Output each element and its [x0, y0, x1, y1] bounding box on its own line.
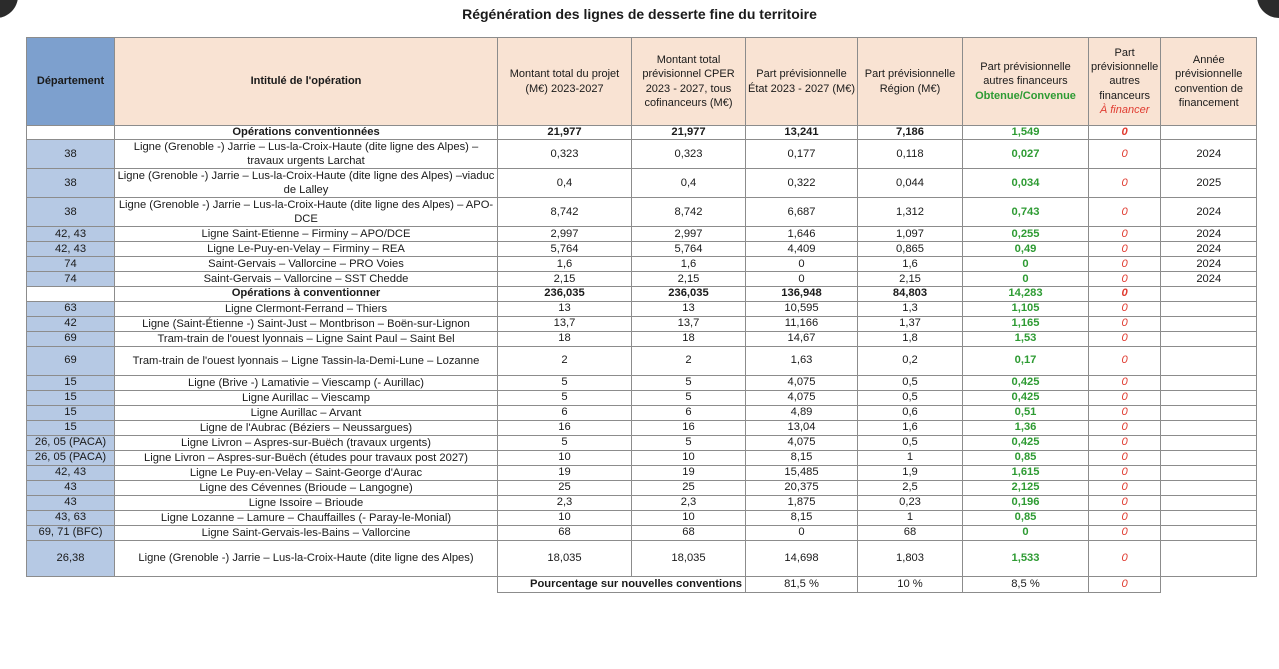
footer-etat-pct: 81,5 %: [746, 576, 858, 592]
group-total-part-autres-obtenue: 14,283: [963, 287, 1089, 301]
part-autres-financer-cell: 0: [1089, 316, 1161, 331]
part-region-cell: 1: [858, 510, 963, 525]
table-row: [27, 346, 1257, 375]
group-total-part-etat: 136,948: [746, 287, 858, 301]
part-region-cell: 1,37: [858, 316, 963, 331]
operation-name: Ligne (Grenoble -) Jarrie – Lus-la-Croix-Haute (dite ligne des Alpes) – APO-DCE: [115, 198, 498, 227]
part-autres-obtenue-cell: 1,53: [963, 331, 1089, 346]
part-autres-obtenue-cell: 0,743: [963, 198, 1089, 227]
table-row: [27, 540, 1257, 576]
table-row: [27, 510, 1257, 525]
montant-cper-cell: 2,3: [632, 495, 746, 510]
part-autres-financer-cell: 0: [1089, 331, 1161, 346]
annee-cell: 2024: [1161, 242, 1257, 257]
montant-cper-cell: 5: [632, 435, 746, 450]
part-autres-financer-cell: 0: [1089, 272, 1161, 287]
part-autres-obtenue-cell: 0,255: [963, 227, 1089, 242]
part-etat-cell: 0: [746, 257, 858, 272]
group-label: Opérations à conventionner: [115, 287, 498, 301]
group-total-part-autres-obtenue: 1,549: [963, 126, 1089, 140]
dept-cell: 26, 05 (PACA): [27, 435, 115, 450]
annee-cell: [1161, 390, 1257, 405]
table-row: [27, 227, 1257, 242]
header-a-financer: À financer: [1099, 103, 1150, 116]
montant-total-cell: 2,3: [498, 495, 632, 510]
annee-cell: [1161, 495, 1257, 510]
part-autres-financer-cell: 0: [1089, 480, 1161, 495]
part-autres-obtenue-cell: 0,034: [963, 169, 1089, 198]
group-total-part-region: 84,803: [858, 287, 963, 301]
part-region-cell: 0,2: [858, 346, 963, 375]
montant-cper-cell: 8,742: [632, 198, 746, 227]
montant-total-cell: 0,323: [498, 140, 632, 169]
operation-name: Ligne (Brive -) Lamativie – Viescamp (- Aurillac): [115, 375, 498, 390]
annee-cell: 2024: [1161, 198, 1257, 227]
group-total-part-region: 7,186: [858, 126, 963, 140]
part-autres-obtenue-cell: 0,425: [963, 435, 1089, 450]
operation-name: Ligne des Cévennes (Brioude – Langogne): [115, 480, 498, 495]
header-part-etat: Part prévisionnelle État 2023 - 2027 (M€): [746, 38, 858, 126]
montant-total-cell: 13,7: [498, 316, 632, 331]
part-region-cell: 1,097: [858, 227, 963, 242]
part-autres-financer-cell: 0: [1089, 450, 1161, 465]
montant-total-cell: 5: [498, 435, 632, 450]
part-etat-cell: 0,177: [746, 140, 858, 169]
montant-cper-cell: 2,15: [632, 272, 746, 287]
table-row: [27, 450, 1257, 465]
montant-total-cell: 0,4: [498, 169, 632, 198]
dept-cell: 43, 63: [27, 510, 115, 525]
part-etat-cell: 8,15: [746, 450, 858, 465]
dept-cell: 42, 43: [27, 242, 115, 257]
dept-cell: 63: [27, 301, 115, 316]
part-autres-obtenue-cell: 1,165: [963, 316, 1089, 331]
annee-cell: [1161, 510, 1257, 525]
part-autres-financer-cell: 0: [1089, 140, 1161, 169]
part-etat-cell: 13,04: [746, 420, 858, 435]
operation-name: Ligne (Grenoble -) Jarrie – Lus-la-Croix-Haute (dite ligne des Alpes) – travaux urgents Larchat: [115, 140, 498, 169]
header-montant-total: Montant total du projet (M€) 2023-2027: [498, 38, 632, 126]
footer-autres-obtenue-pct: 8,5 %: [963, 576, 1089, 592]
dept-cell: 15: [27, 390, 115, 405]
page-title: Régénération des lignes de desserte fine du territoire: [462, 6, 817, 22]
part-autres-obtenue-cell: 0,17: [963, 346, 1089, 375]
part-autres-obtenue-cell: 0,85: [963, 510, 1089, 525]
montant-cper-cell: 5: [632, 390, 746, 405]
part-etat-cell: 11,166: [746, 316, 858, 331]
part-autres-financer-cell: 0: [1089, 525, 1161, 540]
dept-cell: 42, 43: [27, 465, 115, 480]
table-row: [27, 420, 1257, 435]
financing-table: [26, 37, 1257, 593]
table-row: [27, 405, 1257, 420]
header-part-autres-obtenue-label: Part prévisionnelle autres financeurs: [980, 61, 1071, 88]
table-row: [27, 169, 1257, 198]
montant-total-cell: 25: [498, 480, 632, 495]
operation-name: Ligne (Grenoble -) Jarrie – Lus-la-Croix-Haute (dite ligne des Alpes) –viaduc de Lalley: [115, 169, 498, 198]
part-autres-obtenue-cell: 0,196: [963, 495, 1089, 510]
montant-cper-cell: 1,6: [632, 257, 746, 272]
part-region-cell: 1,8: [858, 331, 963, 346]
table-row: [27, 316, 1257, 331]
annee-cell: [1161, 316, 1257, 331]
footer-label: Pourcentage sur nouvelles conventions: [498, 576, 746, 592]
part-etat-cell: 1,646: [746, 227, 858, 242]
montant-total-cell: 13: [498, 301, 632, 316]
footer-row: [27, 576, 1257, 592]
table-row: [27, 390, 1257, 405]
part-region-cell: 1,9: [858, 465, 963, 480]
table-row: [27, 375, 1257, 390]
part-region-cell: 1: [858, 450, 963, 465]
part-etat-cell: 1,63: [746, 346, 858, 375]
footer-empty: [1161, 576, 1257, 592]
part-etat-cell: 6,687: [746, 198, 858, 227]
dept-cell: 74: [27, 272, 115, 287]
part-autres-financer-cell: 0: [1089, 405, 1161, 420]
part-autres-obtenue-cell: 0,425: [963, 390, 1089, 405]
operation-name: Ligne Le Puy-en-Velay – Saint-George d'Aurac: [115, 465, 498, 480]
group-total-part-autres-financer: 0: [1089, 287, 1161, 301]
group-row: [27, 287, 1257, 301]
part-region-cell: 0,6: [858, 405, 963, 420]
part-etat-cell: 4,075: [746, 390, 858, 405]
table-row: [27, 140, 1257, 169]
header-annee: Année prévisionnelle convention de financement: [1161, 38, 1257, 126]
operation-name: Ligne Aurillac – Viescamp: [115, 390, 498, 405]
montant-cper-cell: 19: [632, 465, 746, 480]
part-etat-cell: 0: [746, 272, 858, 287]
group-total-montant-total: 236,035: [498, 287, 632, 301]
dept-cell: 43: [27, 495, 115, 510]
dept-cell: 43: [27, 480, 115, 495]
annee-cell: [1161, 331, 1257, 346]
montant-total-cell: 2,997: [498, 227, 632, 242]
annee-cell: [1161, 375, 1257, 390]
part-autres-financer-cell: 0: [1089, 227, 1161, 242]
table-row: [27, 465, 1257, 480]
part-autres-obtenue-cell: 0,85: [963, 450, 1089, 465]
part-autres-financer-cell: 0: [1089, 375, 1161, 390]
annee-cell: 2024: [1161, 227, 1257, 242]
table-row: [27, 257, 1257, 272]
part-etat-cell: 1,875: [746, 495, 858, 510]
table-body: [27, 126, 1257, 593]
annee-cell: 2025: [1161, 169, 1257, 198]
part-etat-cell: 0,322: [746, 169, 858, 198]
group-total-montant-total: 21,977: [498, 126, 632, 140]
table-row: [27, 242, 1257, 257]
montant-cper-cell: 68: [632, 525, 746, 540]
part-autres-obtenue-cell: 0,49: [963, 242, 1089, 257]
annee-cell: [1161, 465, 1257, 480]
annee-cell: 2024: [1161, 257, 1257, 272]
montant-total-cell: 18,035: [498, 540, 632, 576]
part-region-cell: 0,5: [858, 435, 963, 450]
part-etat-cell: 14,698: [746, 540, 858, 576]
dept-cell: 38: [27, 198, 115, 227]
dept-cell: 69, 71 (BFC): [27, 525, 115, 540]
group-label: Opérations conventionnées: [115, 126, 498, 140]
annee-cell: [1161, 420, 1257, 435]
part-autres-obtenue-cell: 0,027: [963, 140, 1089, 169]
part-region-cell: 0,23: [858, 495, 963, 510]
montant-total-cell: 1,6: [498, 257, 632, 272]
group-total-part-autres-financer: 0: [1089, 126, 1161, 140]
footer-autres-financer: 0: [1089, 576, 1161, 592]
montant-total-cell: 8,742: [498, 198, 632, 227]
part-autres-financer-cell: 0: [1089, 257, 1161, 272]
dept-cell: 42: [27, 316, 115, 331]
part-autres-financer-cell: 0: [1089, 169, 1161, 198]
montant-total-cell: 18: [498, 331, 632, 346]
header-part-autres-financer: [1089, 38, 1161, 126]
part-region-cell: 1,3: [858, 301, 963, 316]
part-autres-financer-cell: 0: [1089, 435, 1161, 450]
part-autres-financer-cell: 0: [1089, 495, 1161, 510]
operation-name: Saint-Gervais – Vallorcine – PRO Voies: [115, 257, 498, 272]
part-region-cell: 2,15: [858, 272, 963, 287]
montant-cper-cell: 13,7: [632, 316, 746, 331]
part-autres-obtenue-cell: 1,615: [963, 465, 1089, 480]
header-montant-cper: Montant total prévisionnel CPER 2023 - 2027, tous cofinanceurs (M€): [632, 38, 746, 126]
dept-cell: 15: [27, 375, 115, 390]
part-region-cell: 1,6: [858, 420, 963, 435]
montant-cper-cell: 18,035: [632, 540, 746, 576]
part-region-cell: 0,044: [858, 169, 963, 198]
annee-cell: [1161, 435, 1257, 450]
part-autres-financer-cell: 0: [1089, 510, 1161, 525]
operation-name: Ligne Livron – Aspres-sur-Buëch (travaux urgents): [115, 435, 498, 450]
montant-cper-cell: 0,323: [632, 140, 746, 169]
footer-region-pct: 10 %: [858, 576, 963, 592]
montant-cper-cell: 18: [632, 331, 746, 346]
group-total-part-etat: 13,241: [746, 126, 858, 140]
operation-name: Ligne Livron – Aspres-sur-Buëch (études pour travaux post 2027): [115, 450, 498, 465]
dept-cell: 15: [27, 420, 115, 435]
part-region-cell: 2,5: [858, 480, 963, 495]
montant-cper-cell: 10: [632, 450, 746, 465]
part-etat-cell: 14,67: [746, 331, 858, 346]
part-etat-cell: 15,485: [746, 465, 858, 480]
montant-total-cell: 2: [498, 346, 632, 375]
dept-cell: 69: [27, 346, 115, 375]
annee-cell: [1161, 405, 1257, 420]
montant-total-cell: 16: [498, 420, 632, 435]
annee-cell: 2024: [1161, 140, 1257, 169]
montant-cper-cell: 2: [632, 346, 746, 375]
dept-cell: 74: [27, 257, 115, 272]
montant-cper-cell: 16: [632, 420, 746, 435]
part-autres-financer-cell: 0: [1089, 540, 1161, 576]
dept-cell: 26, 05 (PACA): [27, 450, 115, 465]
dept-cell: 69: [27, 331, 115, 346]
part-region-cell: 0,5: [858, 390, 963, 405]
part-autres-financer-cell: 0: [1089, 390, 1161, 405]
table-row: [27, 495, 1257, 510]
header-part-autres-obtenue: [963, 38, 1089, 126]
montant-cper-cell: 25: [632, 480, 746, 495]
operation-name: Ligne Lozanne – Lamure – Chauffailles (- Paray-le-Monial): [115, 510, 498, 525]
dept-cell: 38: [27, 169, 115, 198]
operation-name: Ligne Saint-Etienne – Firminy – APO/DCE: [115, 227, 498, 242]
montant-total-cell: 10: [498, 450, 632, 465]
table-row: [27, 480, 1257, 495]
montant-total-cell: 68: [498, 525, 632, 540]
part-autres-financer-cell: 0: [1089, 420, 1161, 435]
operation-name: Ligne (Saint-Étienne -) Saint-Just – Montbrison – Boën-sur-Lignon: [115, 316, 498, 331]
montant-cper-cell: 13: [632, 301, 746, 316]
annee-cell: [1161, 301, 1257, 316]
part-autres-financer-cell: 0: [1089, 242, 1161, 257]
annee-cell: [1161, 346, 1257, 375]
part-autres-obtenue-cell: 0: [963, 525, 1089, 540]
part-autres-financer-cell: 0: [1089, 346, 1161, 375]
montant-cper-cell: 10: [632, 510, 746, 525]
operation-name: Tram-train de l'ouest lyonnais – Ligne Saint Paul – Saint Bel: [115, 331, 498, 346]
annee-cell: [1161, 540, 1257, 576]
part-etat-cell: 0: [746, 525, 858, 540]
annee-cell: [1161, 480, 1257, 495]
header-row: [27, 38, 1257, 126]
montant-total-cell: 10: [498, 510, 632, 525]
montant-cper-cell: 0,4: [632, 169, 746, 198]
part-autres-financer-cell: 0: [1089, 465, 1161, 480]
part-autres-obtenue-cell: 2,125: [963, 480, 1089, 495]
operation-name: Tram-train de l'ouest lyonnais – Ligne Tassin-la-Demi-Lune – Lozanne: [115, 346, 498, 375]
part-autres-financer-cell: 0: [1089, 198, 1161, 227]
group-dept-cell: [27, 287, 115, 301]
table-row: [27, 435, 1257, 450]
operation-name: Ligne de l'Aubrac (Béziers – Neussargues): [115, 420, 498, 435]
part-etat-cell: 4,075: [746, 375, 858, 390]
group-total-annee: [1161, 126, 1257, 140]
part-region-cell: 0,865: [858, 242, 963, 257]
montant-cper-cell: 6: [632, 405, 746, 420]
montant-cper-cell: 5: [632, 375, 746, 390]
part-autres-obtenue-cell: 0: [963, 257, 1089, 272]
montant-total-cell: 5,764: [498, 242, 632, 257]
part-region-cell: 1,803: [858, 540, 963, 576]
part-etat-cell: 4,89: [746, 405, 858, 420]
header-part-region: Part prévisionnelle Région (M€): [858, 38, 963, 126]
montant-total-cell: 5: [498, 390, 632, 405]
part-region-cell: 0,5: [858, 375, 963, 390]
dept-cell: 42, 43: [27, 227, 115, 242]
dept-cell: 26,38: [27, 540, 115, 576]
part-region-cell: 68: [858, 525, 963, 540]
part-etat-cell: 20,375: [746, 480, 858, 495]
montant-cper-cell: 2,997: [632, 227, 746, 242]
montant-total-cell: 5: [498, 375, 632, 390]
header-intitule: Intitulé de l'opération: [115, 38, 498, 126]
part-region-cell: 0,118: [858, 140, 963, 169]
group-total-montant-cper: 21,977: [632, 126, 746, 140]
operation-name: Ligne Saint-Gervais-les-Bains – Vallorcine: [115, 525, 498, 540]
annee-cell: [1161, 450, 1257, 465]
table-row: [27, 301, 1257, 316]
group-dept-cell: [27, 126, 115, 140]
part-autres-obtenue-cell: 0,425: [963, 375, 1089, 390]
part-autres-obtenue-cell: 0,51: [963, 405, 1089, 420]
montant-total-cell: 2,15: [498, 272, 632, 287]
part-region-cell: 1,6: [858, 257, 963, 272]
group-total-annee: [1161, 287, 1257, 301]
operation-name: Saint-Gervais – Vallorcine – SST Chedde: [115, 272, 498, 287]
part-etat-cell: 8,15: [746, 510, 858, 525]
part-etat-cell: 4,409: [746, 242, 858, 257]
dept-cell: 38: [27, 140, 115, 169]
header-obtenue-convenue: Obtenue/Convenue: [975, 89, 1076, 102]
operation-name: Ligne Aurillac – Arvant: [115, 405, 498, 420]
table-row: [27, 272, 1257, 287]
montant-total-cell: 19: [498, 465, 632, 480]
part-autres-obtenue-cell: 1,105: [963, 301, 1089, 316]
part-etat-cell: 10,595: [746, 301, 858, 316]
operation-name: Ligne Clermont-Ferrand – Thiers: [115, 301, 498, 316]
header-departement: Département: [27, 38, 115, 126]
table-row: [27, 331, 1257, 346]
part-etat-cell: 4,075: [746, 435, 858, 450]
annee-cell: [1161, 525, 1257, 540]
operation-name: Ligne Le-Puy-en-Velay – Firminy – REA: [115, 242, 498, 257]
montant-cper-cell: 5,764: [632, 242, 746, 257]
part-autres-financer-cell: 0: [1089, 301, 1161, 316]
group-row: [27, 126, 1257, 140]
part-autres-obtenue-cell: 1,533: [963, 540, 1089, 576]
part-autres-obtenue-cell: 0: [963, 272, 1089, 287]
montant-total-cell: 6: [498, 405, 632, 420]
annee-cell: 2024: [1161, 272, 1257, 287]
header-part-autres-financer-label: Part prévisionnelle autres financeurs: [1091, 46, 1159, 102]
operation-name: Ligne Issoire – Brioude: [115, 495, 498, 510]
operation-name: Ligne (Grenoble -) Jarrie – Lus-la-Croix-Haute (dite ligne des Alpes): [115, 540, 498, 576]
part-region-cell: 1,312: [858, 198, 963, 227]
table-row: [27, 198, 1257, 227]
footer-blank: [27, 576, 498, 592]
dept-cell: 15: [27, 405, 115, 420]
table-row: [27, 525, 1257, 540]
part-autres-obtenue-cell: 1,36: [963, 420, 1089, 435]
group-total-montant-cper: 236,035: [632, 287, 746, 301]
